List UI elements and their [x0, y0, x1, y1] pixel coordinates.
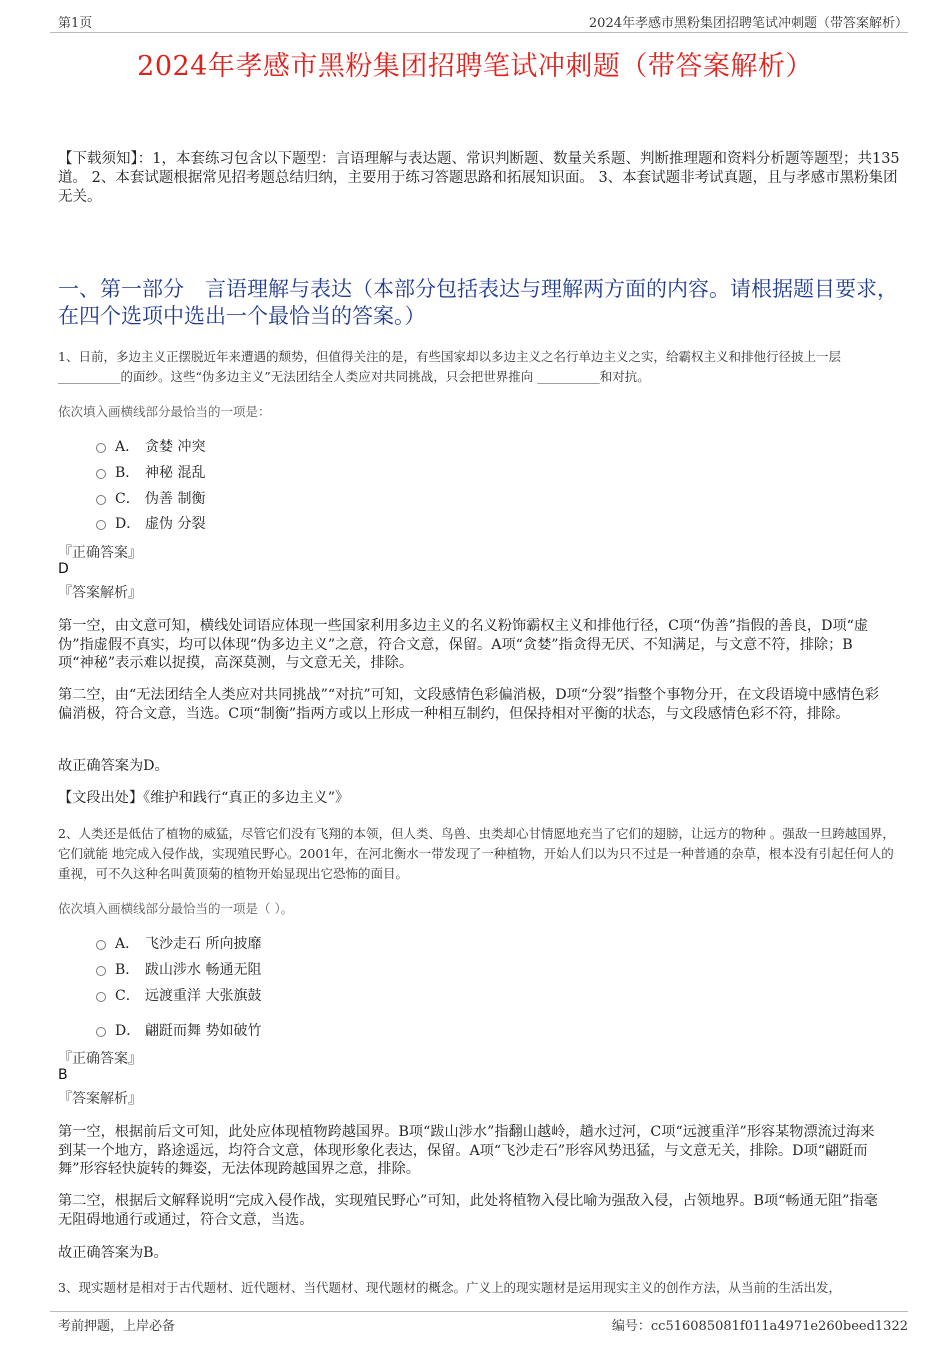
radio-icon[interactable] — [96, 520, 106, 530]
radio-icon[interactable] — [96, 966, 106, 976]
question-2-option-b[interactable] — [96, 959, 261, 979]
analysis-conclusion: 故正确答案为D。 — [58, 758, 169, 774]
analysis-label: 『答案解析』 — [58, 1091, 142, 1107]
option-text: 翩跹而舞 势如破竹 — [145, 1023, 262, 1039]
analysis-paragraph: 第一空，由文意可知，横线处词语应体现一些国家利用多边主义的名义粉饰霸权主义和排他行径，C项“伪善”指假的善良，D项“虚伪”指虚假不真实，均可以体现“伪多边主义”之意，符合文意，保留。A项“贪婪”指贪得无厌、不知满足，与文意不符，排除；B项“神秘”表示难以捉摸，高深莫测，与文意无关，排除。 — [58, 618, 869, 671]
radio-icon[interactable] — [96, 469, 106, 479]
option-letter: A． — [115, 439, 140, 455]
answer-label: 『正确答案』 — [58, 1051, 142, 1067]
option-text: 虚伪 分裂 — [145, 516, 206, 532]
correct-answer: B — [58, 1067, 68, 1083]
question-1-option-b[interactable] — [96, 462, 205, 482]
radio-icon[interactable] — [96, 495, 106, 505]
option-letter: A． — [115, 936, 140, 952]
analysis-paragraph: 第二空，根据后文解释说明“完成入侵作战，实现殖民野心”可知，此处将植物入侵比喻为强敌入侵，占领地界。B项“畅通无阻”指毫无阻碍地通行或通过，符合文意，当选。 — [58, 1193, 878, 1228]
option-letter: D． — [115, 1023, 141, 1039]
header-divider — [50, 32, 908, 33]
option-letter: D． — [115, 516, 141, 532]
question-1-option-c[interactable] — [96, 488, 205, 508]
section-heading: 一、第一部分 言语理解与表达（本部分包括表达与理解两方面的内容。请根据题目要求，在四个选项中选出一个最恰当的答案。） — [58, 277, 898, 328]
option-text: 神秘 混乱 — [145, 465, 206, 481]
analysis-conclusion: 故正确答案为B。 — [58, 1245, 168, 1261]
radio-icon[interactable] — [96, 1027, 106, 1037]
option-text: 伪善 制衡 — [145, 491, 206, 507]
footer-slogan: 考前押题，上岸必备 — [58, 1319, 176, 1334]
document-code: 编号：cc516085081f011a4971e260beed1322 — [611, 1319, 908, 1334]
question-2-prompt: 依次填入画横线部分最恰当的一项是（ ）。 — [58, 901, 294, 916]
download-notice: 【下载须知】：1，本套练习包含以下题型：言语理解与表达题、常识判断题、数量关系题、判断推理题和资料分析题等题型；共135道。 2、本套试题根据常见招考题总结归纳，主要用于练习答题思路和拓展知识面。 3、本套试题非考试真题，且与孝感市黑粉集团无关。 — [58, 151, 900, 205]
analysis-paragraph: 第一空，根据前后文可知，此处应体现植物跨越国界。B项“跋山涉水”指翻山越岭，趟水过河，C项“远渡重洋”形容某物漂流过海来到某一个地方，路途遥远，均符合文意，体现形象化表达，保留。A项“飞沙走石”形容风势迅猛，与文意无关，排除。D项“翩跹而舞”形容轻快旋转的舞姿，无法体现跨越国界之意，排除。 — [58, 1124, 875, 1177]
radio-icon[interactable] — [96, 443, 106, 453]
question-1-text: 1、日前，多边主义正摆脱近年来遭遇的颓势，但值得关注的是，有些国家却以多边主义之名行单边主义之实，给霸权主义和排他行径披上一层__________的面纱。这些“伪多边主义”无法团结全人类应对共同挑战，只会把世界推向 __________和对抗。 — [58, 349, 841, 384]
question-2-text: 2、人类还是低估了植物的威猛，尽管它们没有飞翔的本领，但人类、鸟兽、虫类却心甘情愿地充当了它们的翅膀，让远方的物种 。强敌一旦跨越国界，它们就能 地完成入侵作战，实现殖民野心。2001年，在河北衡水一带发现了一种植物，开始人们以为只不过是一种普通的杂草，根本没有引起任何人的重视，可不久这种名叫黄顶菊的植物开始显现出它恐怖的面目。 — [58, 826, 895, 881]
answer-label: 『正确答案』 — [58, 545, 142, 561]
option-text: 贪婪 冲突 — [145, 439, 206, 455]
option-text: 远渡重洋 大张旗鼓 — [145, 988, 262, 1004]
page-number: 第1页 — [58, 16, 93, 31]
option-letter: C． — [115, 491, 140, 507]
radio-icon[interactable] — [96, 940, 106, 950]
option-letter: C． — [115, 988, 140, 1004]
question-1-prompt: 依次填入画横线部分最恰当的一项是： — [58, 404, 271, 419]
radio-icon[interactable] — [96, 992, 106, 1002]
document-title: 2024年孝感市黑粉集团招聘笔试冲刺题（带答案解析） — [137, 51, 813, 82]
question-2-option-d[interactable] — [96, 1020, 261, 1040]
question-2-option-a[interactable] — [96, 933, 261, 953]
option-text: 跋山涉水 畅通无阻 — [145, 962, 262, 978]
option-text: 飞沙走石 所向披靡 — [145, 936, 262, 952]
correct-answer: D — [58, 561, 69, 577]
question-2-option-c[interactable] — [96, 985, 261, 1005]
question-1-option-d[interactable] — [96, 513, 205, 533]
option-letter: B． — [115, 465, 140, 481]
analysis-label: 『答案解析』 — [58, 585, 142, 601]
running-title: 2024年孝感市黑粉集团招聘笔试冲刺题（带答案解析） — [588, 16, 908, 31]
question-1-option-a[interactable] — [96, 436, 205, 456]
question-3-text: 3、现实题材是相对于古代题材、近代题材、当代题材、现代题材的概念。广义上的现实题材是运用现实主义的创作方法，从当前的生活出发， — [58, 1280, 841, 1295]
analysis-paragraph: 第二空，由“无法团结全人类应对共同挑战”“对抗”可知，文段感情色彩偏消极，D项“分裂”指整个事物分开，在文段语境中感情色彩偏消极，符合文意，当选。C项“制衡”指两方或以上形成一种相互制约，但保持相对平衡的状态，与文段感情色彩不符，排除。 — [58, 687, 880, 722]
option-letter: B． — [115, 962, 140, 978]
footer-divider — [50, 1311, 908, 1312]
passage-source: 【文段出处】《维护和践行“真正的多边主义”》 — [58, 790, 350, 806]
